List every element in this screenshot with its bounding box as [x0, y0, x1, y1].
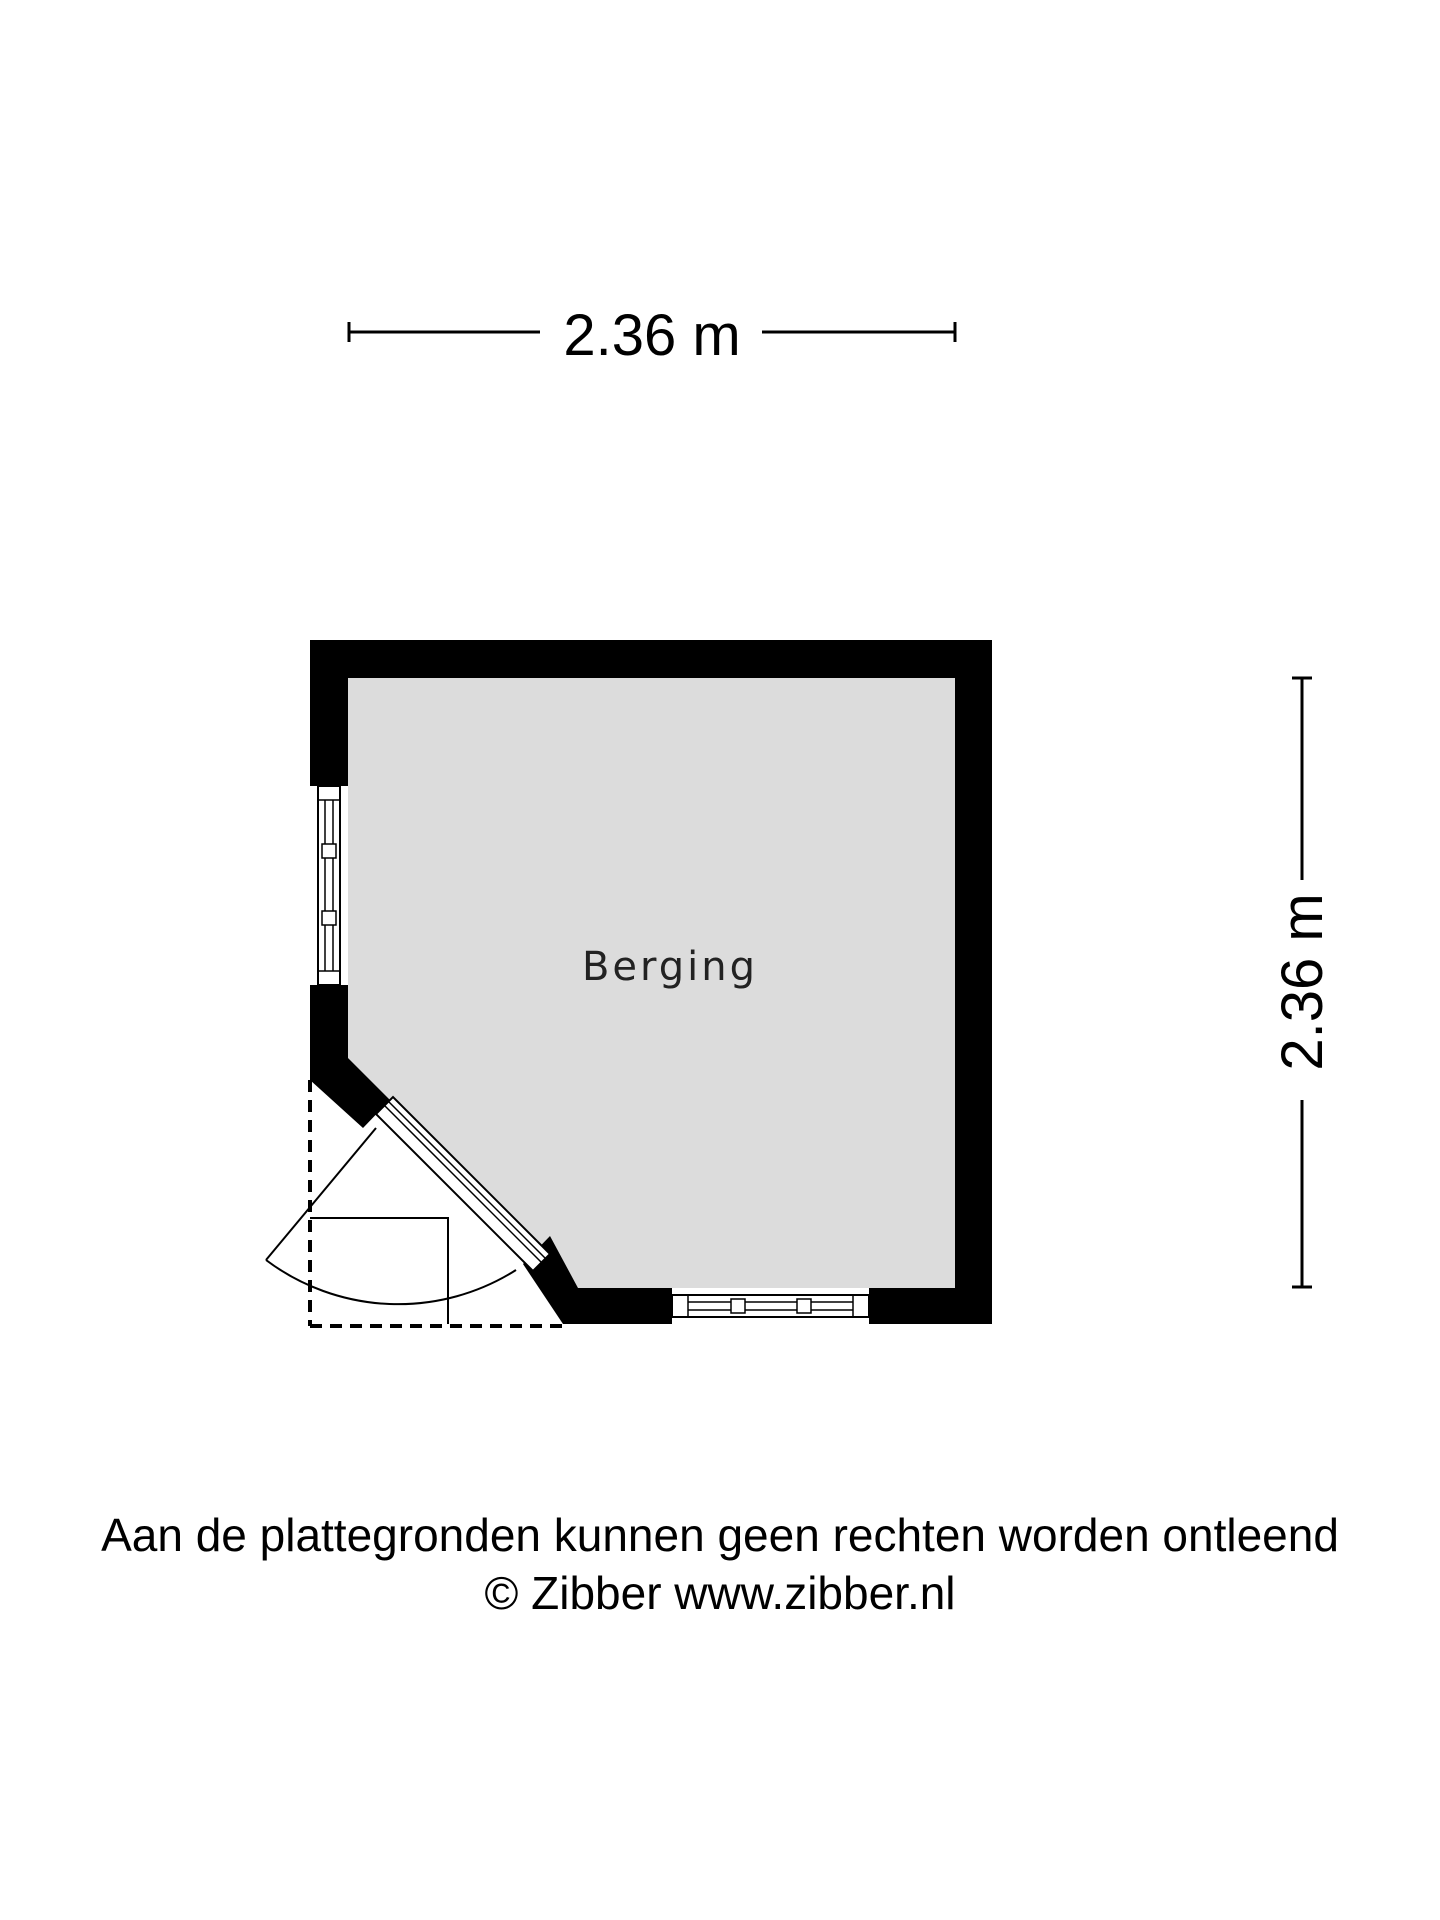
copyright-text: © Zibber www.zibber.nl [484, 1567, 956, 1619]
disclaimer-text: Aan de plattegronden kunnen geen rechten worden ontleend [101, 1509, 1339, 1561]
window-left [318, 786, 340, 985]
width-dimension-label: 2.36 m [563, 303, 741, 368]
height-dimension-label: 2.36 m [1270, 893, 1335, 1071]
window-bottom [672, 1295, 869, 1317]
room-label: Berging [581, 944, 759, 990]
height-dimension [1270, 678, 1335, 1287]
width-dimension [349, 303, 955, 368]
